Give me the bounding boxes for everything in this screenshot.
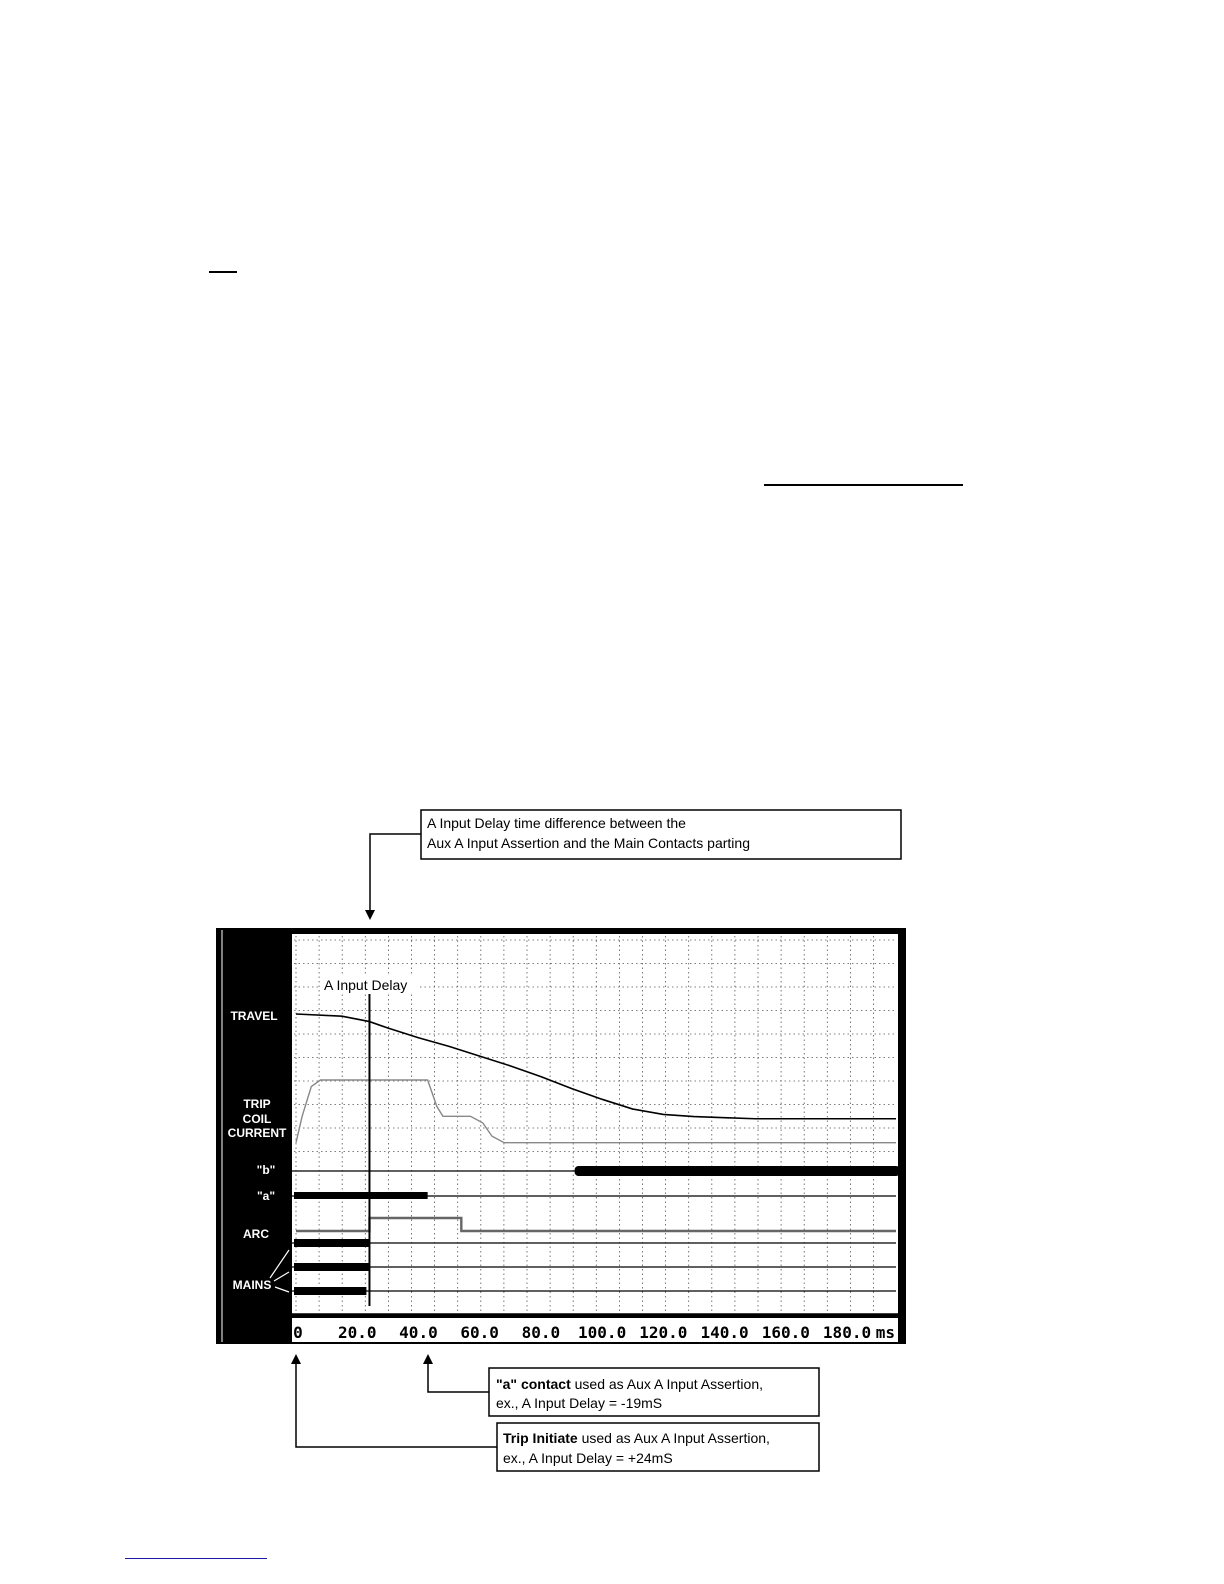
callout-trip-line2: ex., A Input Delay = +24mS: [503, 1450, 673, 1466]
x-tick-label: 120.0: [639, 1323, 688, 1342]
label-arc: ARC: [243, 1227, 269, 1241]
mains-bar: [294, 1287, 366, 1295]
top-callout-arrow-icon: [365, 910, 375, 920]
x-axis-unit: ms: [875, 1323, 895, 1342]
top-callout: [365, 810, 901, 920]
x-tick-label: 0: [293, 1323, 303, 1342]
label-travel: TRAVEL: [230, 1009, 278, 1023]
top-callout-leader: [370, 834, 421, 912]
label-trip: TRIP: [243, 1097, 271, 1111]
label-a: "a": [256, 1189, 276, 1203]
label-mains: MAINS: [232, 1278, 272, 1292]
label-current: CURRENT: [227, 1126, 287, 1140]
x-tick-label: 80.0: [521, 1323, 561, 1342]
callout-a-line1: "a" contact used as Aux A Input Assertion,: [496, 1376, 763, 1392]
a-input-delay-label: A Input Delay: [324, 977, 408, 993]
callout-a-contact: [423, 1354, 819, 1416]
x-tick-label: 60.0: [460, 1323, 499, 1342]
callout-a-arrow-icon: [423, 1354, 433, 1364]
x-tick-label: 140.0: [700, 1323, 749, 1342]
callout-a-line2: ex., A Input Delay = -19mS: [496, 1395, 663, 1411]
mains-bar: [294, 1239, 369, 1247]
callout-trip-arrow-icon: [291, 1354, 301, 1364]
x-tick-label: 180.0: [822, 1323, 872, 1342]
x-tick-label: 40.0: [399, 1323, 438, 1342]
top-callout-line1: A Input Delay time difference between the: [427, 815, 686, 831]
label-coil: COIL: [242, 1112, 272, 1126]
callout-trip-line1: Trip Initiate used as Aux A Input Assertion,: [503, 1430, 770, 1446]
mains-bar: [294, 1263, 369, 1271]
a-contact-bar: [294, 1192, 428, 1199]
top-callout-line2: Aux A Input Assertion and the Main Contacts parting: [427, 835, 750, 851]
x-tick-label: 100.0: [578, 1323, 627, 1342]
label-b: "b": [256, 1163, 276, 1177]
x-tick-label: 160.0: [761, 1323, 810, 1342]
x-tick-label: 20.0: [337, 1323, 377, 1342]
b-contact-bar: [575, 1166, 900, 1176]
